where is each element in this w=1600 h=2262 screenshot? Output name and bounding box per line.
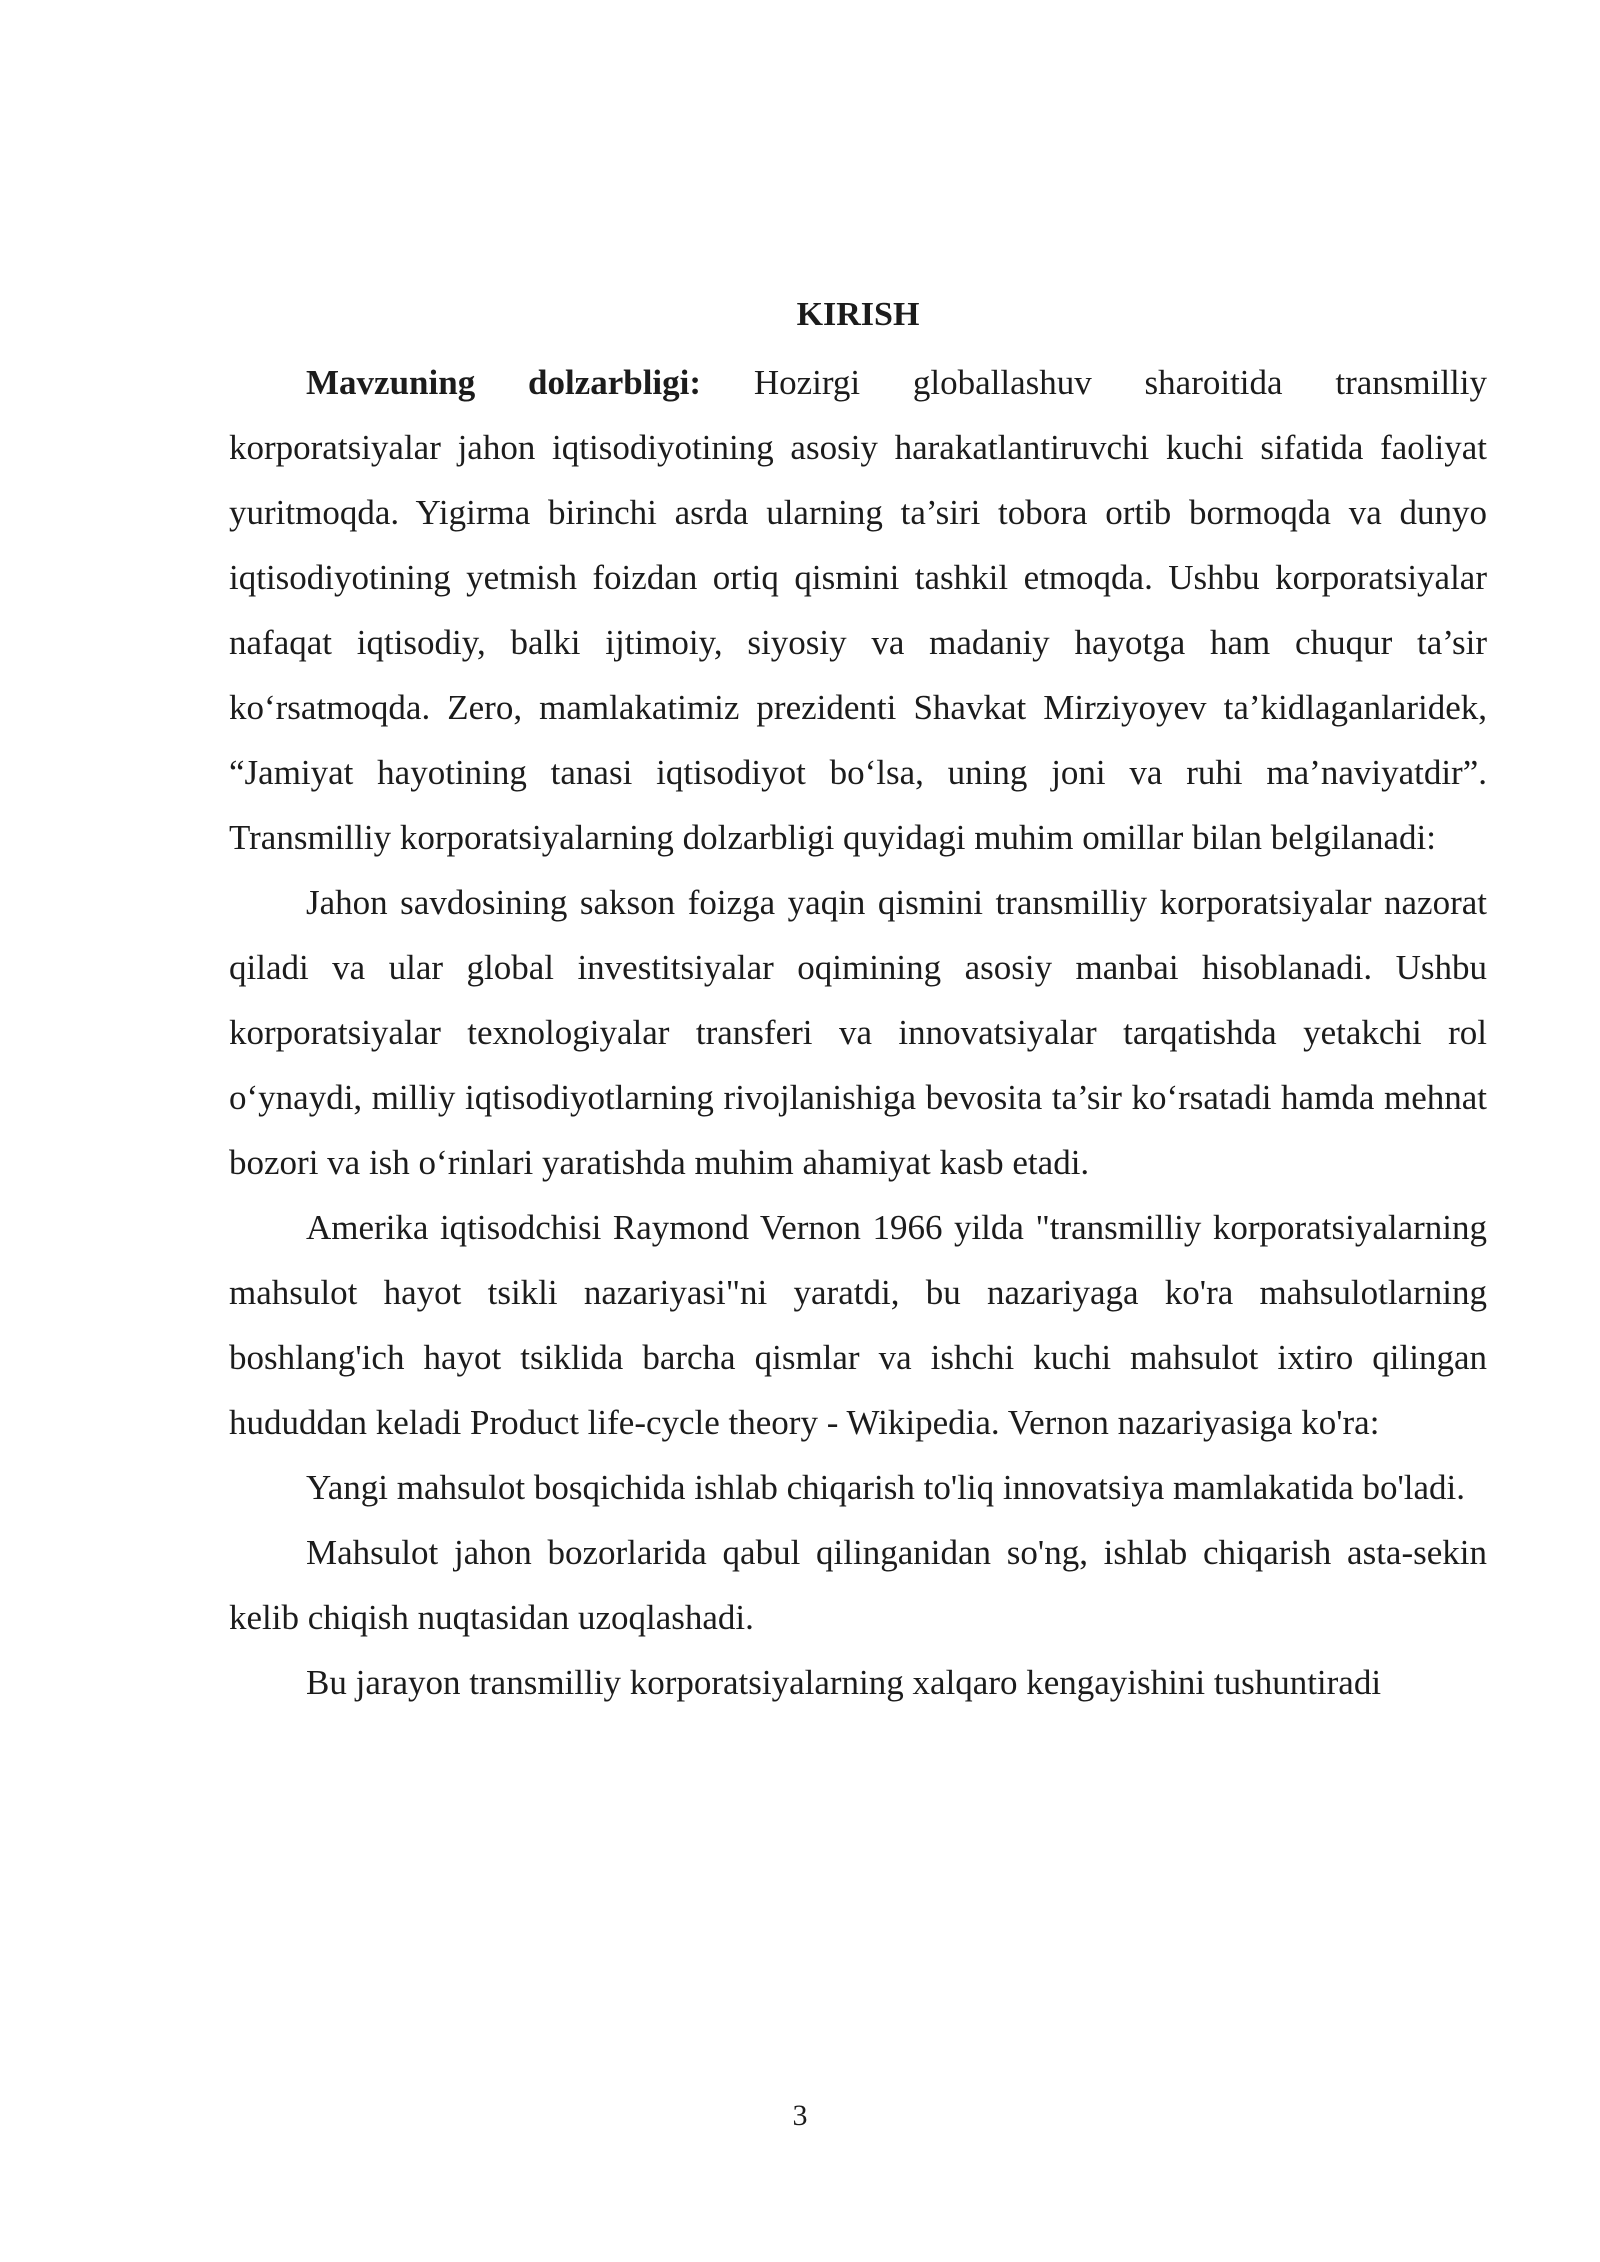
intro-paragraph — [229, 350, 1487, 870]
document-page — [229, 285, 1487, 1715]
body-paragraph: Bu jarayon transmilliy korporatsiyalarning xalqaro kengayishini tushuntiradi — [306, 1663, 1382, 1702]
body-paragraph: Yangi mahsulot bosqichida ishlab chiqarish to'liq innovatsiya mamlakatida bo'ladi. — [306, 1468, 1466, 1507]
body-paragraph: Amerika iqtisodchisi Raymond Vernon 1966 yilda "transmilliy korporatsiyalarning mahsulot hayot tsikli nazariyasi"ni yaratdi, bu nazariyaga ko'ra mahsulotlarning boshlang'ich hayot tsiklida barcha qismlar va ishchi kuchi mahsulot ixtiro qilingan hududdan keladi Product life-cycle theory - Wikipedia. Vernon nazariyasiga ko'ra: — [229, 1208, 1487, 1442]
page-number: 3 — [792, 2099, 808, 2132]
intro-text: Hozirgi globallashuv sharoitida transmilliy korporatsiyalar jahon iqtisodiyotining asosiy harakatlantiruvchi kuchi sifatida faoliyat yuritmoqda. Yigirma birinchi asrda ularning ta’siri tobora ortib bormoqda va dunyo iqtisodiyotining yetmish foizdan ortiq qismini tashkil etmoqda. Ushbu korporatsiyalar nafaqat iqtisodiy, balki ijtimoiy, siyosiy va madaniy hayotga ham chuqur ta’sir ko‘rsatmoqda. Zero, mamlakatimiz prezidenti Shavkat Mirziyoyev ta’kidlaganlaridek, “Jamiyat hayotining tanasi iqtisodiyot bo‘lsa, uning joni va ruhi ma’naviyatdir”. Transmilliy korporatsiyalarning dolzarbligi quyidagi muhim omillar bilan belgilanadi: — [229, 363, 1487, 857]
body-paragraph: Jahon savdosining sakson foizga yaqin qismini transmilliy korporatsiyalar nazorat qiladi va ular global investitsiyalar oqimining asosiy manbai hisoblanadi. Ushbu korporatsiyalar texnologiyalar transferi va innovatsiyalar tarqatishda yetakchi rol o‘ynaydi, milliy iqtisodiyotlarning rivojlanishiga bevosita ta’sir ko‘rsatadi hamda mehnat bozori va ish o‘rinlari yaratishda muhim ahamiyat kasb etadi. — [229, 883, 1487, 1182]
section-title: KIRISH — [796, 296, 920, 333]
body-paragraph: Mahsulot jahon bozorlarida qabul qilinganidan so'ng, ishlab chiqarish asta-sekin kelib chiqish nuqtasidan uzoqlashadi. — [229, 1533, 1487, 1637]
intro-lead: Mavzuning dolzarbligi: — [306, 363, 702, 402]
